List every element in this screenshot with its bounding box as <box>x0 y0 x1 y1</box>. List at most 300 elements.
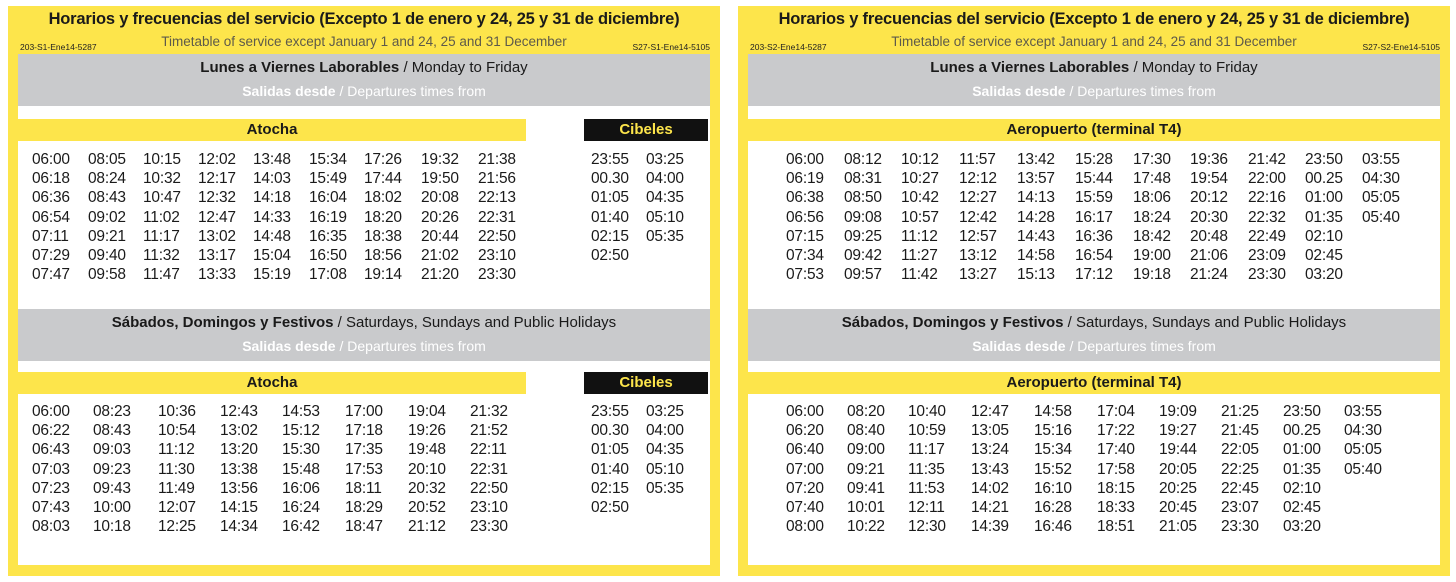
departure-time: 22:50 <box>478 227 516 245</box>
departure-time: 08:05 <box>88 151 126 168</box>
departure-time: 11:02 <box>143 208 180 226</box>
departure-time: 12:17 <box>198 170 236 188</box>
departure-time: 23:55 <box>591 151 629 168</box>
departure-time: 21:20 <box>421 266 459 284</box>
departure-time: 12:47 <box>198 208 236 226</box>
station-cibeles: Cibeles <box>584 119 708 141</box>
time-column <box>844 150 882 284</box>
time-column <box>1097 402 1135 536</box>
departure-time: 21:32 <box>470 403 508 420</box>
departure-time: 07:20 <box>786 479 824 497</box>
code-right: S27-S1-Ene14-5105 <box>632 42 710 52</box>
time-column <box>345 402 383 536</box>
departure-time: 10:42 <box>901 189 939 207</box>
departure-time: 12:25 <box>158 518 196 536</box>
departure-time: 14:33 <box>253 208 291 226</box>
departure-time: 19:27 <box>1159 422 1197 440</box>
departure-time: 23:30 <box>478 266 516 284</box>
departure-time: 05:05 <box>1344 441 1382 459</box>
departure-time: 22:31 <box>470 460 508 478</box>
departure-time: 09:58 <box>88 266 126 284</box>
departure-time: 07:29 <box>32 247 70 265</box>
weekday-label-en: Monday to Friday <box>411 59 528 76</box>
time-column <box>786 150 824 284</box>
departure-time: 16:54 <box>1075 247 1113 265</box>
departure-time: 19:36 <box>1190 151 1228 168</box>
departure-time: 17:44 <box>364 170 402 188</box>
departure-time: 20:45 <box>1159 499 1197 517</box>
departure-time: 15:28 <box>1075 151 1113 168</box>
weekend-label-en: Saturdays, Sundays and Public Holidays <box>1076 314 1347 331</box>
departures-label-en: Departures times from <box>347 338 486 354</box>
departure-time: 22:50 <box>470 479 508 497</box>
departure-time: 05:10 <box>646 460 684 478</box>
departure-time: 16:04 <box>309 189 347 207</box>
departure-time: 14:53 <box>282 403 320 420</box>
departure-time: 08:12 <box>844 151 882 168</box>
departure-time: 08:43 <box>88 189 126 207</box>
time-column <box>1221 402 1259 536</box>
departure-time: 01:35 <box>1305 208 1343 226</box>
departure-time: 20:48 <box>1190 227 1228 245</box>
panel-subtitle: Timetable of service except January 1 and 24, 25 and 31 December <box>161 34 567 49</box>
weekend-header <box>748 309 1440 361</box>
departure-time: 05:40 <box>1362 208 1400 226</box>
departure-time: 23:10 <box>470 499 508 517</box>
departure-time: 01:35 <box>1283 460 1321 478</box>
departure-time: 13:42 <box>1017 151 1055 168</box>
departure-time: 13:43 <box>971 460 1009 478</box>
departure-time: 21:42 <box>1248 151 1286 168</box>
departure-time: 11:47 <box>143 266 180 284</box>
departure-time: 21:38 <box>478 151 516 168</box>
departure-time: 12:12 <box>959 170 997 188</box>
time-column <box>591 150 629 265</box>
departure-time: 06:36 <box>32 189 70 207</box>
departure-time: 10:54 <box>158 422 196 440</box>
departure-time: 13:24 <box>971 441 1009 459</box>
departure-time: 06:00 <box>32 151 70 168</box>
departure-time: 20:44 <box>421 227 459 245</box>
departure-time: 15:48 <box>282 460 320 478</box>
code-left: 203-S1-Ene14-5287 <box>20 42 97 52</box>
departure-time: 23:09 <box>1248 247 1286 265</box>
time-column <box>158 402 196 536</box>
departure-time: 16:46 <box>1034 518 1072 536</box>
departure-time: 08:43 <box>93 422 131 440</box>
departure-time: 04:00 <box>646 170 684 188</box>
departure-time: 13:17 <box>198 247 236 265</box>
time-column <box>1159 402 1197 536</box>
departure-time: 01:40 <box>591 208 629 226</box>
departure-time: 17:30 <box>1133 151 1171 168</box>
departure-time: 20:08 <box>421 189 459 207</box>
departure-time: 09:21 <box>847 460 885 478</box>
departure-time: 16:35 <box>309 227 347 245</box>
departure-time: 23:50 <box>1305 151 1343 168</box>
time-column <box>253 150 291 284</box>
departure-time: 17:53 <box>345 460 383 478</box>
departure-time: 09:25 <box>844 227 882 245</box>
weekend-label-sep: / <box>1063 314 1077 331</box>
departure-time: 10:01 <box>847 499 885 517</box>
time-column <box>1034 402 1072 536</box>
departure-time: 06:22 <box>32 422 70 440</box>
departure-time: 03:20 <box>1305 266 1343 284</box>
departure-time: 07:11 <box>32 227 69 245</box>
departure-time: 18:38 <box>364 227 402 245</box>
departure-time: 08:24 <box>88 170 126 188</box>
departure-time: 19:18 <box>1133 266 1171 284</box>
departure-time: 17:00 <box>345 403 383 420</box>
departure-time: 14:21 <box>971 499 1009 517</box>
panel-title: Horarios y frecuencias del servicio (Excepto 1 de enero y 24, 25 y 31 de diciembre) <box>48 10 680 28</box>
time-column <box>1190 150 1228 284</box>
departure-time: 10:22 <box>847 518 885 536</box>
departure-time: 15:52 <box>1034 460 1072 478</box>
weekday-header <box>18 54 710 106</box>
departure-time: 22:11 <box>470 441 507 459</box>
departure-time: 23:50 <box>1283 403 1321 420</box>
time-column <box>1344 402 1382 479</box>
departure-time: 13:56 <box>220 479 258 497</box>
departure-time: 21:52 <box>470 422 508 440</box>
departure-time: 17:58 <box>1097 460 1135 478</box>
departure-time: 16:50 <box>309 247 347 265</box>
departure-time: 16:06 <box>282 479 320 497</box>
departure-time: 15:59 <box>1075 189 1113 207</box>
time-column <box>901 150 939 284</box>
station-atocha: Atocha <box>18 372 526 394</box>
departure-time: 04:30 <box>1344 422 1382 440</box>
time-column <box>198 150 236 284</box>
departure-time: 18:15 <box>1097 479 1135 497</box>
departure-time: 13:38 <box>220 460 258 478</box>
departure-time: 08:03 <box>32 518 70 536</box>
weekend-schedule <box>748 361 1440 565</box>
time-column <box>1305 150 1343 284</box>
departure-time: 12:47 <box>971 403 1009 420</box>
code-left: 203-S2-Ene14-5287 <box>750 42 827 52</box>
departure-time: 20:30 <box>1190 208 1228 226</box>
departures-label-en: Departures times from <box>1077 338 1216 354</box>
departure-time: 14:48 <box>253 227 291 245</box>
departures-label-sep: / <box>1065 338 1078 354</box>
time-column <box>478 150 516 284</box>
departure-time: 05:10 <box>646 208 684 226</box>
departure-time: 13:02 <box>198 227 236 245</box>
departure-time: 01:00 <box>1283 441 1321 459</box>
time-column <box>364 150 402 284</box>
departure-time: 22:31 <box>478 208 516 226</box>
departure-time: 18:33 <box>1097 499 1135 517</box>
time-column <box>959 150 997 284</box>
departure-time: 17:48 <box>1133 170 1171 188</box>
departure-time: 23:30 <box>1221 518 1259 536</box>
time-column <box>220 402 258 536</box>
departure-time: 12:07 <box>158 499 196 517</box>
weekend-label-es: Sábados, Domingos y Festivos <box>841 314 1064 331</box>
time-column <box>470 402 508 536</box>
weekday-label-es: Lunes a Viernes Laborables <box>930 59 1130 76</box>
departure-time: 13:02 <box>220 422 258 440</box>
departure-time: 16:10 <box>1034 479 1072 497</box>
departure-time: 05:35 <box>646 227 684 245</box>
departures-label-es: Salidas desde <box>972 83 1066 99</box>
departure-time: 22:05 <box>1221 441 1259 459</box>
departure-time: 11:35 <box>908 460 945 478</box>
departure-time: 18:06 <box>1133 189 1171 207</box>
departure-time: 01:40 <box>591 460 629 478</box>
departure-time: 18:02 <box>364 189 402 207</box>
departure-time: 22:13 <box>478 189 516 207</box>
departure-time: 15:04 <box>253 247 291 265</box>
timetable-panel-atocha <box>8 6 720 576</box>
departure-time: 16:17 <box>1075 208 1113 226</box>
departure-time: 20:05 <box>1159 460 1197 478</box>
departure-time: 14:34 <box>220 518 258 536</box>
departure-time: 01:00 <box>1305 189 1343 207</box>
departure-time: 06:00 <box>32 403 70 420</box>
departure-time: 12:30 <box>908 518 946 536</box>
time-column <box>282 402 320 536</box>
departure-time: 10:40 <box>908 403 946 420</box>
station-atocha: Atocha <box>18 119 526 141</box>
departure-time: 17:18 <box>345 422 383 440</box>
departure-time: 11:12 <box>901 227 938 245</box>
departure-time: 19:09 <box>1159 403 1197 420</box>
weekday-label-sep: / <box>399 59 412 76</box>
panel-subtitle: Timetable of service except January 1 and 24, 25 and 31 December <box>891 34 1297 49</box>
departure-time: 19:00 <box>1133 247 1171 265</box>
departure-time: 18:20 <box>364 208 402 226</box>
departure-time: 10:15 <box>143 151 181 168</box>
departure-time: 10:36 <box>158 403 196 420</box>
departure-time: 09:00 <box>847 441 885 459</box>
departure-time: 00.30 <box>591 170 629 188</box>
weekend-header <box>18 309 710 361</box>
departure-time: 06:56 <box>786 208 824 226</box>
departure-time: 16:28 <box>1034 499 1072 517</box>
time-column <box>591 402 629 517</box>
departure-time: 21:25 <box>1221 403 1259 420</box>
departure-time: 02:10 <box>1283 479 1321 497</box>
departure-time: 12:42 <box>959 208 997 226</box>
departure-time: 16:19 <box>309 208 347 226</box>
departure-time: 03:25 <box>646 403 684 420</box>
departure-time: 06:19 <box>786 170 824 188</box>
departure-time: 14:02 <box>971 479 1009 497</box>
departure-time: 21:12 <box>408 518 446 536</box>
weekend-label-en: Saturdays, Sundays and Public Holidays <box>346 314 617 331</box>
departure-time: 14:39 <box>971 518 1009 536</box>
departure-time: 09:57 <box>844 266 882 284</box>
departure-time: 15:30 <box>282 441 320 459</box>
time-column <box>1362 150 1400 227</box>
departure-time: 09:03 <box>93 441 131 459</box>
time-column <box>1283 402 1321 536</box>
departure-time: 19:26 <box>408 422 446 440</box>
departure-time: 11:12 <box>158 441 195 459</box>
departure-time: 14:15 <box>220 499 258 517</box>
weekday-label-es: Lunes a Viernes Laborables <box>200 59 400 76</box>
station-cibeles: Cibeles <box>584 372 708 394</box>
departure-time: 18:11 <box>345 479 382 497</box>
departure-time: 20:12 <box>1190 189 1228 207</box>
departure-time: 08:23 <box>93 403 131 420</box>
time-column <box>309 150 347 284</box>
departure-time: 18:51 <box>1097 518 1135 536</box>
time-column <box>1017 150 1055 284</box>
departure-time: 23:07 <box>1221 499 1259 517</box>
code-right: S27-S2-Ene14-5105 <box>1362 42 1440 52</box>
departure-time: 00.25 <box>1283 422 1321 440</box>
departure-time: 15:44 <box>1075 170 1113 188</box>
departure-time: 22:16 <box>1248 189 1286 207</box>
departure-time: 00.30 <box>591 422 629 440</box>
departure-time: 09:41 <box>847 479 885 497</box>
departure-time: 02:15 <box>591 227 629 245</box>
departure-time: 19:44 <box>1159 441 1197 459</box>
departures-label-sep: / <box>1065 83 1078 99</box>
departure-time: 21:56 <box>478 170 516 188</box>
departure-time: 11:53 <box>908 479 945 497</box>
departure-time: 12:32 <box>198 189 236 207</box>
departure-time: 12:02 <box>198 151 236 168</box>
weekend-label-es: Sábados, Domingos y Festivos <box>111 314 334 331</box>
departure-time: 11:27 <box>901 247 938 265</box>
departure-time: 13:57 <box>1017 170 1055 188</box>
weekday-label-en: Monday to Friday <box>1141 59 1258 76</box>
departure-time: 20:52 <box>408 499 446 517</box>
departure-time: 07:23 <box>32 479 70 497</box>
departure-time: 06:00 <box>786 403 824 420</box>
departures-label-sep: / <box>335 338 348 354</box>
departure-time: 08:40 <box>847 422 885 440</box>
departure-time: 01:05 <box>591 189 629 207</box>
departure-time: 07:47 <box>32 266 70 284</box>
departure-time: 06:00 <box>786 151 824 168</box>
departure-time: 21:02 <box>421 247 459 265</box>
departure-time: 15:13 <box>1017 266 1055 284</box>
time-column <box>1248 150 1286 284</box>
departure-time: 22:32 <box>1248 208 1286 226</box>
departure-time: 14:43 <box>1017 227 1055 245</box>
departure-time: 21:45 <box>1221 422 1259 440</box>
departure-time: 02:15 <box>591 479 629 497</box>
departure-time: 14:58 <box>1017 247 1055 265</box>
departure-time: 09:43 <box>93 479 131 497</box>
time-column <box>646 402 684 498</box>
panel-title: Horarios y frecuencias del servicio (Excepto 1 de enero y 24, 25 y 31 de diciembre) <box>778 10 1410 28</box>
departure-time: 13:12 <box>959 247 997 265</box>
departure-time: 17:08 <box>309 266 347 284</box>
departure-time: 17:40 <box>1097 441 1135 459</box>
departure-time: 07:53 <box>786 266 824 284</box>
departure-time: 14:28 <box>1017 208 1055 226</box>
departure-time: 22:25 <box>1221 460 1259 478</box>
departure-time: 11:30 <box>158 460 195 478</box>
departure-time: 10:59 <box>908 422 946 440</box>
departure-time: 03:20 <box>1283 518 1321 536</box>
departure-time: 02:45 <box>1305 247 1343 265</box>
time-column <box>93 402 131 536</box>
departure-time: 13:27 <box>959 266 997 284</box>
departure-time: 05:35 <box>646 479 684 497</box>
departure-time: 02:50 <box>591 499 629 517</box>
departure-time: 10:32 <box>143 170 181 188</box>
departure-time: 06:38 <box>786 189 824 207</box>
weekday-header <box>748 54 1440 106</box>
station-airport-t4: Aeropuerto (terminal T4) <box>748 372 1440 394</box>
departure-time: 19:54 <box>1190 170 1228 188</box>
departure-time: 17:22 <box>1097 422 1135 440</box>
departure-time: 13:48 <box>253 151 291 168</box>
departure-time: 12:57 <box>959 227 997 245</box>
departure-time: 23:30 <box>1248 266 1286 284</box>
departure-time: 15:34 <box>309 151 347 168</box>
departure-time: 16:36 <box>1075 227 1113 245</box>
departure-time: 21:24 <box>1190 266 1228 284</box>
departure-time: 07:40 <box>786 499 824 517</box>
departure-time: 12:27 <box>959 189 997 207</box>
departure-time: 10:57 <box>901 208 939 226</box>
departure-time: 19:50 <box>421 170 459 188</box>
departure-time: 12:11 <box>908 499 945 517</box>
departure-time: 11:17 <box>908 441 945 459</box>
time-column <box>971 402 1009 536</box>
weekend-label-sep: / <box>333 314 347 331</box>
departure-time: 17:04 <box>1097 403 1135 420</box>
departure-time: 03:55 <box>1344 403 1382 420</box>
departure-time: 17:26 <box>364 151 402 168</box>
departure-time: 00.25 <box>1305 170 1343 188</box>
departure-time: 20:32 <box>408 479 446 497</box>
departure-time: 19:32 <box>421 151 459 168</box>
departure-time: 23:30 <box>470 518 508 536</box>
departure-time: 11:49 <box>158 479 195 497</box>
departure-time: 12:43 <box>220 403 258 420</box>
departure-time: 10:47 <box>143 189 181 207</box>
time-column <box>88 150 126 284</box>
departure-time: 15:19 <box>253 266 291 284</box>
weekday-label-sep: / <box>1129 59 1142 76</box>
departure-time: 11:32 <box>143 247 180 265</box>
departure-time: 13:33 <box>198 266 236 284</box>
departure-time: 08:31 <box>844 170 882 188</box>
timetable-panel-airport <box>738 6 1450 576</box>
departures-label-es: Salidas desde <box>242 338 336 354</box>
departures-label-en: Departures times from <box>347 83 486 99</box>
time-column <box>786 402 824 536</box>
departure-time: 04:35 <box>646 189 684 207</box>
departure-time: 22:49 <box>1248 227 1286 245</box>
departure-time: 06:18 <box>32 170 70 188</box>
departure-time: 21:06 <box>1190 247 1228 265</box>
departure-time: 15:49 <box>309 170 347 188</box>
departure-time: 22:00 <box>1248 170 1286 188</box>
departure-time: 08:50 <box>844 189 882 207</box>
departure-time: 05:05 <box>1362 189 1400 207</box>
departure-time: 14:03 <box>253 170 291 188</box>
time-column <box>408 402 446 536</box>
departure-time: 18:42 <box>1133 227 1171 245</box>
departure-time: 23:10 <box>478 247 516 265</box>
departure-time: 03:55 <box>1362 151 1400 168</box>
time-column <box>32 402 70 536</box>
departure-time: 18:47 <box>345 518 383 536</box>
departure-time: 14:18 <box>253 189 291 207</box>
